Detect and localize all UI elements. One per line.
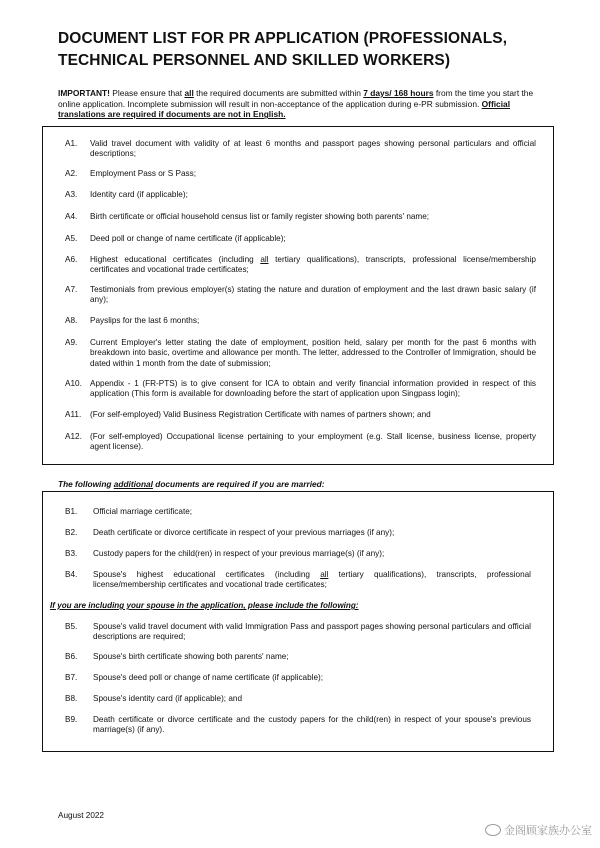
item-text: Testimonials from previous employer(s) stating the nature and duration of employment and the last drawn basic salary (if any);: [90, 285, 536, 305]
important-notice: [58, 88, 550, 120]
item-label: B9.: [65, 715, 78, 724]
item-label: A9.: [65, 338, 78, 347]
item-text: Spouse's deed poll or change of name certificate (if applicable);: [93, 673, 324, 682]
item-label: B7.: [65, 673, 78, 682]
item-text: Highest educational certificates (including all tertiary qualifications), transcripts, professional license/membership certificates and vocational trade certificates;: [90, 255, 536, 275]
item-label: A8.: [65, 316, 78, 325]
item-label: A6.: [65, 255, 78, 264]
item-label: B2.: [65, 528, 78, 537]
married-heading-additional: additional: [113, 479, 153, 489]
item-label: B5.: [65, 622, 78, 631]
item-label: A12.: [65, 432, 82, 441]
married-heading: [58, 479, 324, 489]
item-text: Current Employer's letter stating the date of employment, position held, salary per month for the past 6 months with breakdown into basic, overtime and allowance per month. The letter, addressed to the Controller of Immigration, should be dated within 1 month from the date of submission;: [90, 338, 536, 368]
item-text: Deed poll or change of name certificate (if applicable);: [90, 234, 286, 243]
item-label: A4.: [65, 212, 78, 221]
item-text: Valid travel document with validity of at least 6 months and passport pages showing personal particulars and official descriptions;: [90, 139, 536, 159]
item-text: (For self-employed) Occupational license pertaining to your employment (e.g. Stall license, business license, property agent license).: [90, 432, 536, 452]
intro-text-3: from the time you start the online application. Incomplete submission will result in non-acceptance of the application during e-PR submission.: [58, 88, 534, 109]
watermark-text: 金阁顾家族办公室: [504, 825, 592, 837]
item-text: Spouse's birth certificate showing both parents' name;: [93, 652, 289, 661]
item-label: A10.: [65, 379, 82, 388]
deadline-text: 7 days/ 168 hours: [363, 88, 434, 98]
item-text: (For self-employed) Valid Business Registration Certificate with names of partners shown; and: [90, 410, 431, 419]
item-text: Identity card (if applicable);: [90, 190, 188, 199]
intro-text-1: Please ensure that: [109, 88, 185, 98]
item-label: B8.: [65, 694, 78, 703]
item-label: A7.: [65, 285, 78, 294]
footer-date: August 2022: [58, 811, 104, 820]
item-label: A1.: [65, 139, 78, 148]
item-label: B4.: [65, 570, 78, 579]
item-text: Spouse's identity card (if applicable); and: [93, 694, 243, 703]
intro-text-2: the required documents are submitted within: [193, 88, 364, 98]
item-label: B3.: [65, 549, 78, 558]
married-heading-pre: The following: [58, 479, 114, 489]
item-text: Payslips for the last 6 months;: [90, 316, 200, 325]
spouse-heading: If you are including your spouse in the application, please include the following:: [50, 601, 359, 610]
item-label: A11.: [65, 410, 82, 419]
item-text: Spouse's valid travel document with valid Immigration Pass and passport pages showing personal particulars and official descriptions are required;: [93, 622, 531, 642]
intro-all: all: [184, 88, 194, 98]
translation-note: Official translations are required if documents are not in English.: [58, 98, 511, 120]
married-heading-post: documents are required if you are married:: [152, 479, 325, 489]
important-label: IMPORTANT!: [58, 88, 110, 98]
item-text: Spouse's highest educational certificates (including all tertiary qualifications), transcripts, professional license/membership certificates and vocational trade certificates;: [93, 570, 531, 590]
watermark: [485, 822, 592, 838]
page-title: [58, 28, 558, 72]
item-label: B6.: [65, 652, 78, 661]
item-text: Custody papers for the child(ren) in respect of your previous marriage(s) (if any);: [93, 549, 385, 558]
item-label: A3.: [65, 190, 78, 199]
weibo-logo-icon: [485, 824, 501, 836]
item-text: Birth certificate or official household census list or family register showing both parents' name;: [90, 212, 430, 221]
item-text: Official marriage certificate;: [93, 507, 193, 516]
item-text: Death certificate or divorce certificate and the custody papers for the child(ren) in respect of your spouse's previous marriage(s) (if any).: [93, 715, 531, 735]
title-line-1: DOCUMENT LIST FOR PR APPLICATION (PROFESSIONALS,: [58, 30, 508, 47]
item-text: Death certificate or divorce certificate in respect of your previous marriages (if any);: [93, 528, 395, 537]
item-label: A5.: [65, 234, 78, 243]
item-label: A2.: [65, 169, 78, 178]
item-text: Employment Pass or S Pass;: [90, 169, 197, 178]
item-text: Appendix - 1 (FR-PTS) is to give consent for ICA to obtain and verify financial information provided in respect of this application (This form is available for downloading before the start of application upon Singpass login);: [90, 379, 536, 399]
title-line-2: TECHNICAL PERSONNEL AND SKILLED WORKERS): [58, 52, 451, 69]
item-label: B1.: [65, 507, 78, 516]
